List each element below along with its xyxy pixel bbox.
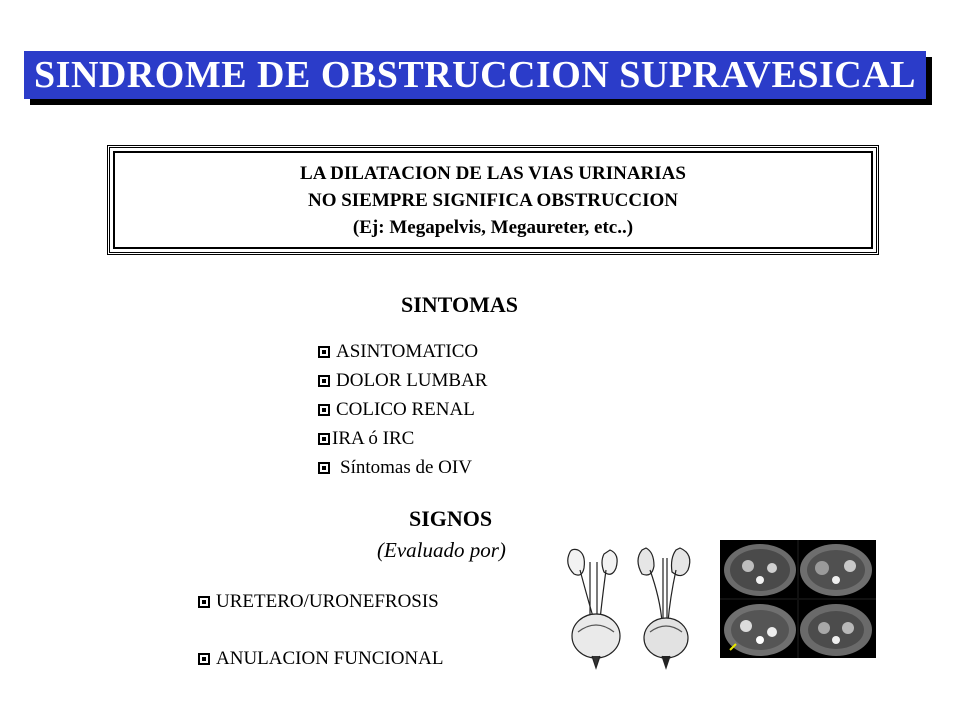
sintomas-heading: SINTOMAS xyxy=(401,292,518,317)
signos-list xyxy=(198,573,443,687)
square-bullet-icon xyxy=(198,596,210,608)
urinary-tract-illustration xyxy=(562,540,712,670)
list-item xyxy=(318,337,487,366)
square-bullet-icon xyxy=(198,653,210,665)
square-bullet-icon xyxy=(318,462,330,474)
note-line: LA DILATACION DE LAS VIAS URINARIAS xyxy=(300,162,686,184)
list-item xyxy=(318,395,487,424)
signos-subheading: (Evaluado por) xyxy=(377,538,506,562)
note-box xyxy=(107,145,879,255)
square-bullet-icon xyxy=(318,404,330,416)
square-bullet-icon xyxy=(318,375,330,387)
list-item-label: IRA ó IRC xyxy=(332,427,415,449)
ct-scan-images xyxy=(720,540,876,658)
list-item-label: Síntomas de OIV xyxy=(340,456,472,478)
slide-title: SINDROME DE OBSTRUCCION SUPRAVESICAL xyxy=(34,54,916,96)
list-item xyxy=(198,573,443,630)
list-item xyxy=(198,630,443,687)
title-bar xyxy=(24,51,926,99)
list-item xyxy=(318,366,487,395)
list-item xyxy=(318,424,487,453)
list-item-label: URETERO/URONEFROSIS xyxy=(216,590,439,612)
note-text xyxy=(300,160,686,241)
list-item-label: DOLOR LUMBAR xyxy=(336,369,488,391)
sintomas-list xyxy=(318,337,487,482)
list-item xyxy=(318,453,487,482)
list-item-label: ASINTOMATICO xyxy=(336,340,479,362)
list-item-label: ANULACION FUNCIONAL xyxy=(216,647,444,669)
list-item-label: COLICO RENAL xyxy=(336,398,475,420)
note-line: NO SIEMPRE SIGNIFICA OBSTRUCCION xyxy=(307,189,679,211)
square-bullet-icon xyxy=(318,346,330,358)
signos-heading: SIGNOS xyxy=(409,506,493,531)
note-line: (Ej: Megapelvis, Megaureter, etc..) xyxy=(352,216,634,238)
square-bullet-icon xyxy=(318,433,330,445)
